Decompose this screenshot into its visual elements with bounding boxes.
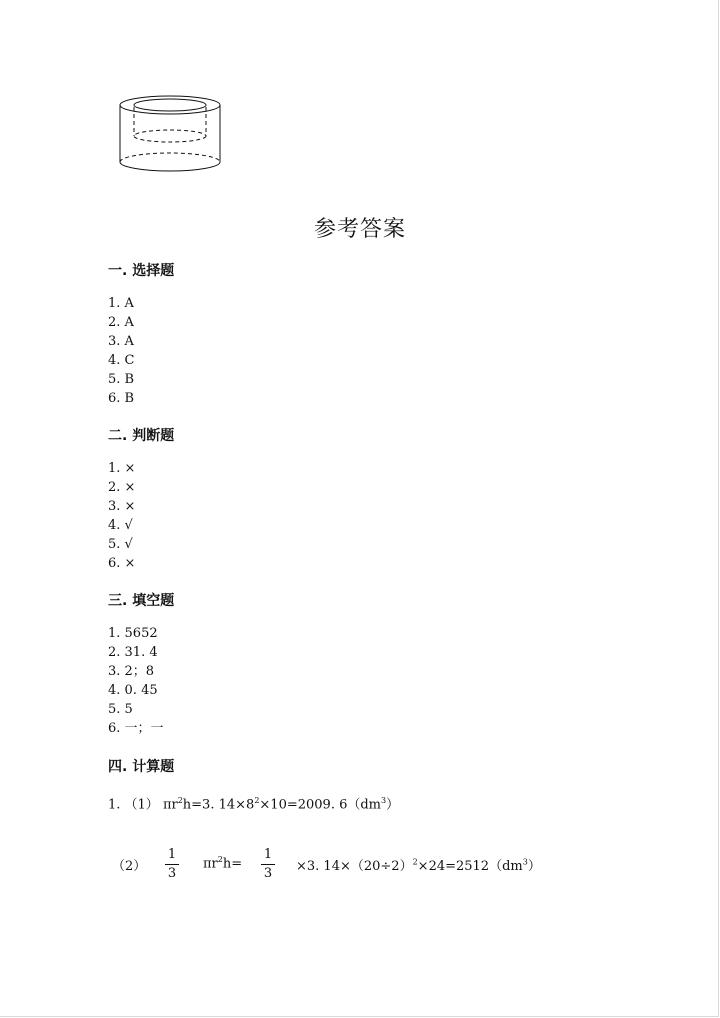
answer-line: 1. × (108, 461, 136, 476)
fraction-one-third (165, 847, 179, 882)
calc-line-1 (108, 791, 399, 814)
answer-line: 6. B (108, 391, 135, 406)
answer-line: 4. C (108, 353, 135, 368)
fraction-bar (165, 864, 179, 865)
calc-text: ×3. 14×（20÷2） (296, 859, 413, 874)
calc-text: ×10=2009. 6（dm (259, 797, 382, 813)
answer-line: 6. 一；一 (108, 721, 164, 736)
fraction-one-third (261, 847, 275, 882)
answer-line: 2. A (108, 315, 134, 330)
section-heading-choice: 一. 选择题 (108, 263, 175, 279)
calc-2-result (296, 855, 541, 874)
superscript: 2 (412, 857, 418, 867)
superscript: 2 (177, 796, 183, 805)
calc-text: πr (203, 856, 218, 872)
calc-text: ） (527, 859, 541, 874)
answer-line: 6. × (108, 556, 136, 571)
calc-2-label: （2） (112, 859, 147, 874)
answer-line: 2. 31. 4 (108, 645, 158, 660)
calc-2-formula (203, 855, 242, 871)
fraction-numerator: 1 (263, 847, 273, 862)
calc-text: ） (386, 797, 400, 813)
section-heading-judge: 二. 判断题 (108, 428, 175, 444)
section-heading-fill: 三. 填空题 (108, 593, 175, 609)
superscript: 2 (217, 855, 223, 864)
superscript: 2 (254, 796, 260, 805)
superscript: 3 (381, 796, 387, 805)
fraction-denominator: 3 (167, 866, 177, 881)
superscript: 3 (522, 857, 528, 867)
calc-text: h= (222, 856, 243, 872)
fraction-numerator: 1 (167, 847, 177, 862)
answer-line: 3. × (108, 499, 136, 514)
section-heading-calc: 四. 计算题 (108, 759, 175, 775)
answer-line: 5. B (108, 372, 135, 387)
answer-line: 5. 5 (108, 702, 133, 717)
answer-line: 1. A (108, 296, 134, 311)
cylinder-ring-figure (105, 88, 235, 178)
answer-line: 3. A (108, 334, 134, 349)
fraction-denominator: 3 (263, 866, 273, 881)
answer-line: 4. 0. 45 (108, 683, 158, 698)
answer-line: 2. × (108, 480, 136, 495)
calc-text: ×24=2512（dm (417, 859, 523, 874)
calc-text: 1. （1） πr (108, 797, 178, 813)
fraction-bar (261, 864, 275, 865)
answer-line: 5. √ (108, 537, 133, 552)
calc-text: h=3. 14×8 (182, 797, 255, 813)
page-title: 参考答案 (313, 217, 406, 242)
answer-line: 1. 5652 (108, 626, 158, 641)
answer-line: 4. √ (108, 518, 133, 533)
answer-line: 3. 2；8 (108, 664, 155, 679)
